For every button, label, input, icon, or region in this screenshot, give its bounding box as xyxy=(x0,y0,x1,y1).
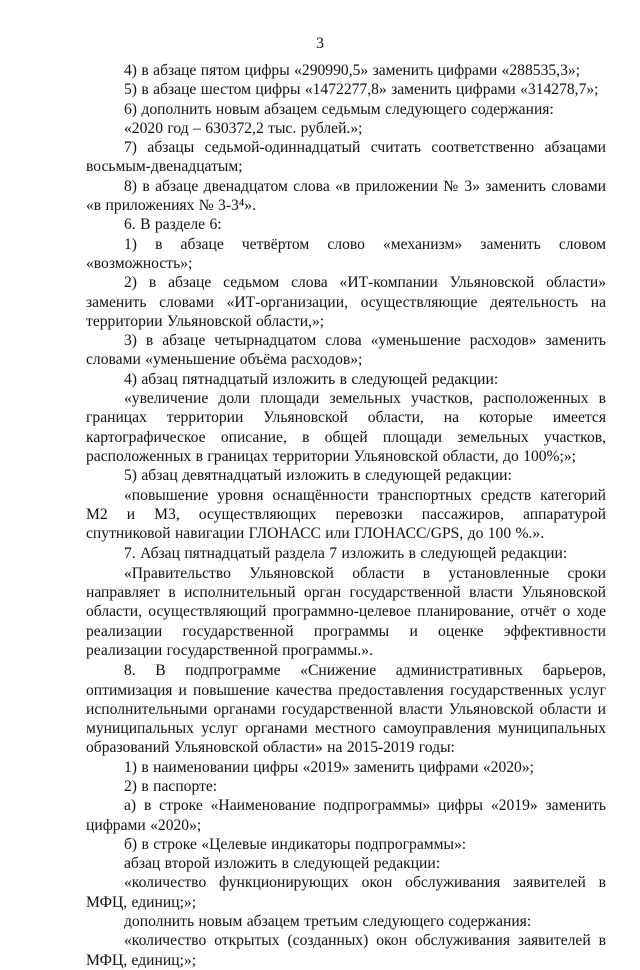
quoted-paragraph: «количество функционирующих окон обслуживания заявителей в МФЦ, единиц;»; xyxy=(86,874,606,911)
page-number: 3 xyxy=(316,35,324,52)
document-body xyxy=(86,61,606,970)
paragraph: дополнить новым абзацем третьим следующего содержания: xyxy=(124,913,532,931)
paragraph: 4) абзац пятнадцатый изложить в следующей редакции: xyxy=(124,370,499,388)
paragraph: 4) в абзаце пятом цифры «290990,5» заменить цифрами «288535,3»; xyxy=(124,62,580,79)
paragraph: б) в строке «Целевые индикаторы подпрограммы»: xyxy=(124,835,467,853)
quoted-paragraph: «количество открытых (созданных) окон обслуживания заявителей в МФЦ, единиц;»; xyxy=(86,932,606,969)
quoted-paragraph: «повышение уровня оснащённости транспортных средств категорий М2 и М3, осуществляющих перевозки пассажиров, аппаратурой спутниковой навигации ГЛОНАСС или ГЛОНАСС/GPS, до 100 %.». xyxy=(86,486,606,543)
paragraph: 3) в абзаце четырнадцатом слова «уменьшение расходов» заменить словами «уменьшение объёма расходов»; xyxy=(86,332,606,369)
paragraph: абзац второй изложить в следующей редакции: xyxy=(124,855,441,873)
paragraph: 6) дополнить новым абзацем седьмым следующего содержания: xyxy=(124,100,554,118)
section-heading: 7. Абзац пятнадцатый раздела 7 изложить в следующей редакции: xyxy=(124,545,568,563)
paragraph: 1) в абзаце четвёртом слово «механизм» заменить словом «возможность»; xyxy=(86,235,606,272)
section-heading: 6. В разделе 6: xyxy=(124,216,222,234)
paragraph: 2) в абзаце седьмом слова «ИТ-компании Ульяновской области» заменить словами «ИТ-организации, осуществляющие деятельность на территории Ульяновской области,»; xyxy=(86,274,606,330)
paragraph: 1) в наименовании цифры «2019» заменить цифрами «2020»; xyxy=(124,758,534,776)
section-heading: 8. В подпрограмме «Снижение административных барьеров, оптимизация и повышение качества предоставления государственных услуг исполнительными органами государственной власти Ульяновской области и муниципальных услуг органами местного самоуправления муниципальных образований Ульяновской области» на 2015-2019 годы: xyxy=(86,662,606,757)
paragraph: 5) абзац девятнадцатый изложить в следующей редакции: xyxy=(124,467,512,485)
quoted-paragraph: «увеличение доли площади земельных участков, расположенных в границах территории Ульяновской области, на которые имеется картографическое описание, в общей площади земельных участков, расположенных в границах территории Ульяновской области, до 100%;»; xyxy=(86,390,606,465)
paragraph: 7) абзацы седьмой-одиннадцатый считать соответственно абзацами восьмым-двенадцатым; xyxy=(86,139,606,176)
quoted-paragraph: «Правительство Ульяновской области в установленные сроки направляет в исполнительный орган государственной власти Ульяновской области, осуществляющий программно-целевое планирование, отчёт о ходе реализации государственной программы и оценке эффективности реализации государственной программы.». xyxy=(86,564,606,659)
paragraph: 5) в абзаце шестом цифры «1472277,8» заменить цифрами «314278,7»; xyxy=(124,81,599,99)
paragraph: 2) в паспорте: xyxy=(124,777,218,795)
paragraph: 8) в абзаце двенадцатом слова «в приложении № 3» заменить словами «в приложениях № 3-3⁴». xyxy=(86,177,606,215)
paragraph: а) в строке «Наименование подпрограммы» цифры «2019» заменить цифрами «2020»; xyxy=(86,797,606,834)
paragraph: «2020 год – 630372,2 тыс. рублей.»; xyxy=(124,119,363,137)
